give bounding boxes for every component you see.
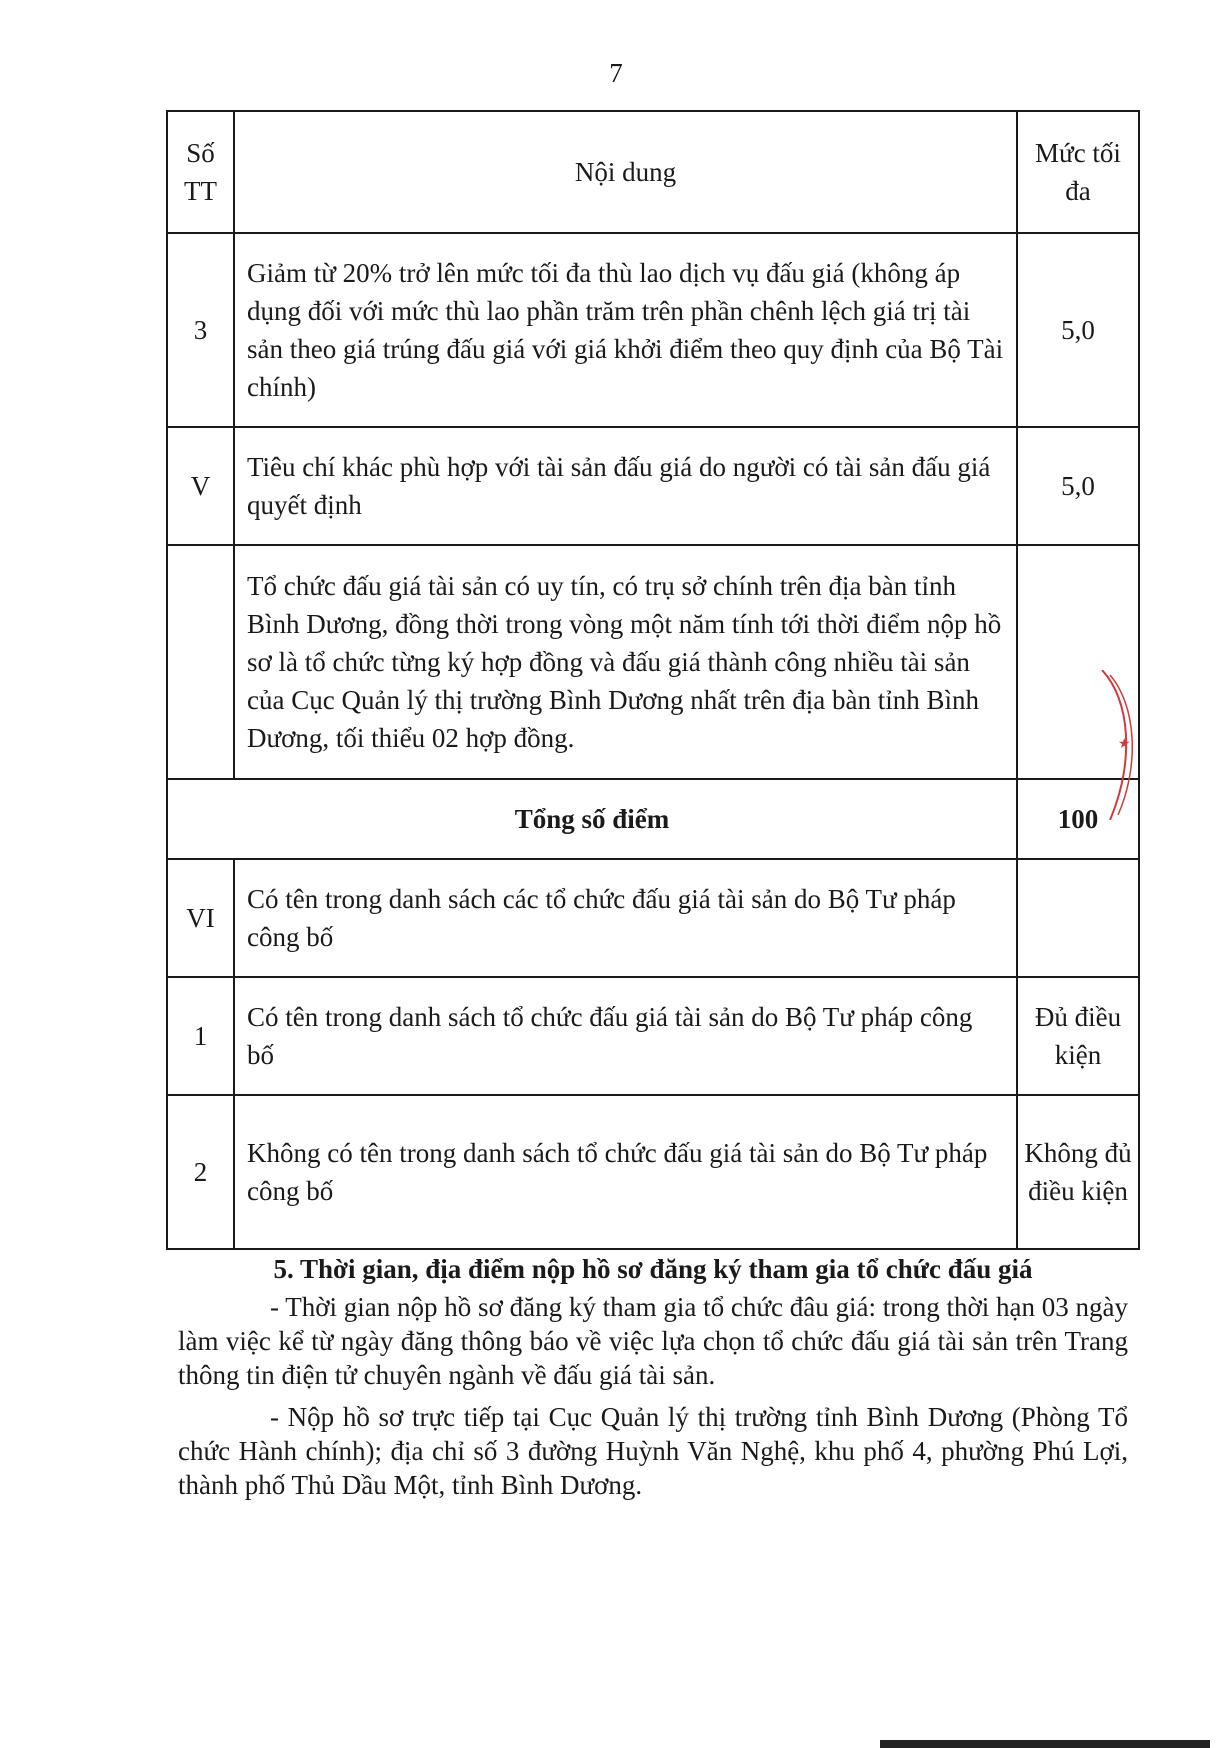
table-row <box>167 859 1139 977</box>
table-row <box>167 977 1139 1095</box>
row-content: Tiêu chí khác phù hợp với tài sản đấu giá do người có tài sản đấu giá quyết định <box>234 427 1017 545</box>
total-value: 100 <box>1017 779 1139 859</box>
row-content: Tổ chức đấu giá tài sản có uy tín, có trụ sở chính trên địa bàn tỉnh Bình Dương, đồng thời trong vòng một năm tính tới thời điểm nộp hồ sơ là tổ chức từng ký hợp đồng và đấu giá thành công nhiều tài sản của Cục Quản lý thị trường Bình Dương nhất trên địa bàn tỉnh Bình Dương, tối thiểu 02 hợp đồng. <box>234 545 1017 779</box>
row-max: Không đủ điều kiện <box>1017 1095 1139 1249</box>
row-max <box>1017 859 1139 977</box>
header-content: Nội dung <box>234 111 1017 233</box>
row-no: V <box>167 427 234 545</box>
red-stamp-fragment-icon <box>1090 670 1150 820</box>
table-row <box>167 427 1139 545</box>
header-max: Mức tối đa <box>1017 111 1139 233</box>
row-no: 2 <box>167 1095 234 1249</box>
total-label: Tổng số điểm <box>167 779 1017 859</box>
table-row <box>167 233 1139 427</box>
section-5-para-1: - Thời gian nộp hồ sơ đăng ký tham gia tổ chức đâu giá: trong thời hạn 03 ngày làm việc kể từ ngày đăng thông báo về việc lựa chọn tổ chức đấu giá tài sản trên Trang thông tin điện tử chuyên ngành về đấu giá tài sản. <box>178 1292 1128 1390</box>
table-header-row <box>167 111 1139 233</box>
row-no <box>167 545 234 779</box>
row-max: 5,0 <box>1017 427 1139 545</box>
scan-edge-bar <box>880 1740 1210 1748</box>
row-content: Không có tên trong danh sách tổ chức đấu giá tài sản do Bộ Tư pháp công bố <box>234 1095 1017 1249</box>
row-max: 5,0 <box>1017 233 1139 427</box>
table-row <box>167 545 1139 779</box>
row-no: 1 <box>167 977 234 1095</box>
criteria-table <box>166 110 1140 1250</box>
row-content: Có tên trong danh sách các tổ chức đấu giá tài sản do Bộ Tư pháp công bố <box>234 859 1017 977</box>
section-5-heading: 5. Thời gian, địa điểm nộp hồ sơ đăng ký tham gia tổ chức đấu giá <box>273 1254 1033 1284</box>
total-row <box>167 779 1139 859</box>
table-row <box>167 1095 1139 1249</box>
svg-text:★: ★ <box>1118 737 1131 752</box>
row-content: Giảm từ 20% trở lên mức tối đa thù lao dịch vụ đấu giá (không áp dụng đối với mức thù lao phần trăm trên phần chênh lệch giá trị tài sản theo giá trúng đấu giá với giá khởi điểm theo quy định của Bộ Tài chính) <box>234 233 1017 427</box>
row-content: Có tên trong danh sách tổ chức đấu giá tài sản do Bộ Tư pháp công bố <box>234 977 1017 1095</box>
header-no: Số TT <box>167 111 234 233</box>
section-5-para-2: - Nộp hồ sơ trực tiếp tại Cục Quản lý thị trường tỉnh Bình Dương (Phòng Tổ chức Hành chính); địa chỉ số 3 đường Huỳnh Văn Nghệ, khu phố 4, phường Phú Lợi, thành phố Thủ Dầu Một, tỉnh Bình Dương. <box>178 1402 1128 1500</box>
row-no: VI <box>167 859 234 977</box>
section-5 <box>178 1252 1128 1510</box>
row-max: Đủ điều kiện <box>1017 977 1139 1095</box>
row-no: 3 <box>167 233 234 427</box>
page-number: 7 <box>609 58 623 88</box>
